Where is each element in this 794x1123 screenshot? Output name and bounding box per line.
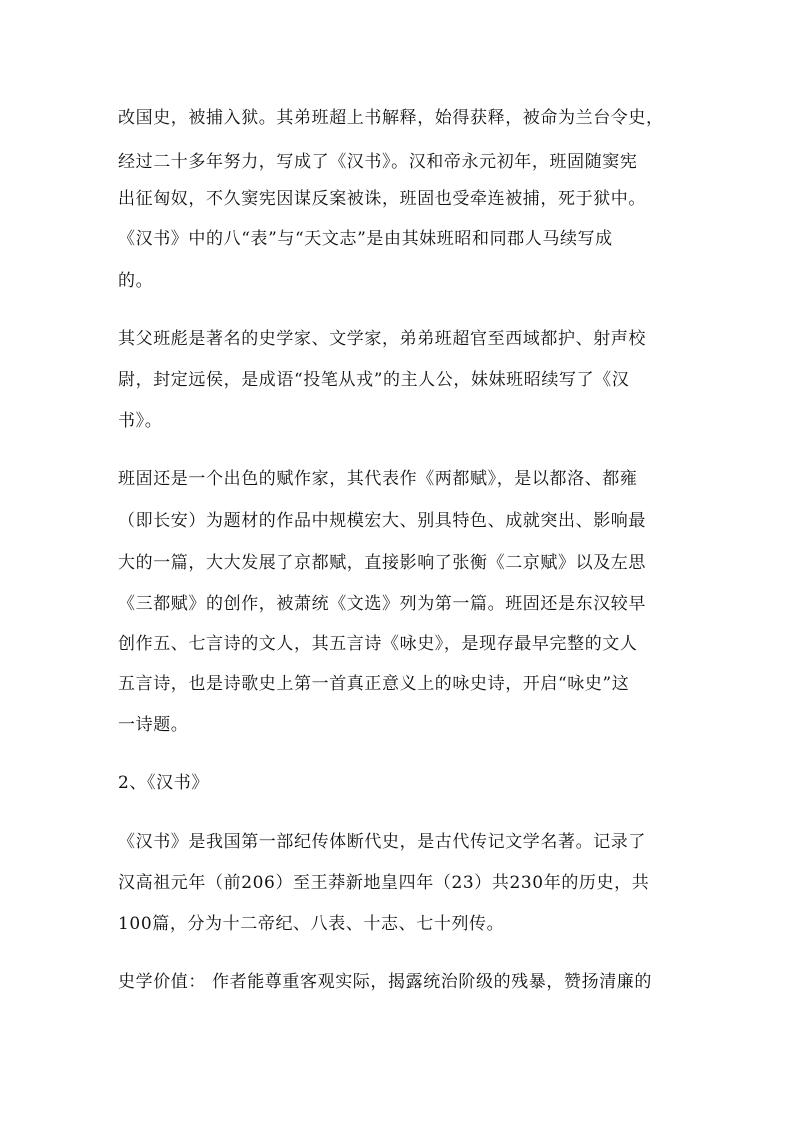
paragraph-3-line-6: 五言诗，也是诗歌史上第一首真正意义上的咏史诗，开启“咏史”这	[118, 674, 630, 694]
paragraph-4-line-2: 汉高祖元年（前206）至王莽新地皇四年（23）共230年的历史，共	[118, 873, 650, 893]
paragraph-3-line-7: 一诗题。	[118, 715, 189, 735]
paragraph-4-line-3: 100篇，分为十二帝纪、八表、十志、七十列传。	[118, 914, 505, 934]
paragraph-3-line-5: 创作五、七言诗的文人，其五言诗《咏史》，是现存最早完整的文人	[118, 634, 638, 654]
paragraph-3-line-1: 班固还是一个出色的赋作家，其代表作《两都赋》，是以都洛、都雍	[118, 469, 638, 489]
paragraph-3-line-2: （即长安）为题材的作品中规模宏大、别具特色、成就突出、影响最	[118, 511, 646, 531]
paragraph-2-line-1: 其父班彪是著名的史学家、文学家，弟弟班超官至西域都护、射声校	[118, 329, 646, 349]
paragraph-5-line-1: 史学价值： 作者能尊重客观实际，揭露统治阶级的残暴，赞扬清廉的	[118, 972, 653, 992]
paragraph-1-line-2: 经过二十多年努力，写成了《汉书》。汉和帝永元初年，班固随窦宪	[118, 152, 638, 172]
paragraph-1-line-5: 的。	[118, 271, 154, 291]
paragraph-1-line-3: 出征匈奴，不久窦宪因谋反案被诛，班固也受牵连被捕，死于狱中。	[118, 189, 646, 209]
paragraph-2-line-3: 书》。	[118, 411, 163, 431]
paragraph-3-line-4: 《三都赋》的创作，被萧统《文选》列为第一篇。班固还是东汉较早	[118, 594, 646, 614]
paragraph-1-line-1: 改国史，被捕入狱。其弟班超上书解释，始得获释，被命为兰台令史，	[118, 108, 664, 128]
section-heading: 2、《汉书》	[118, 773, 209, 793]
paragraph-2-line-2: 尉，封定远侯，是成语“投笔从戎”的主人公，妹妹班昭续写了《汉	[118, 370, 630, 390]
paragraph-1-line-4: 《汉书》中的八“表”与“天文志”是由其妹班昭和同郡人马续写成	[118, 229, 613, 249]
paragraph-3-line-3: 大的一篇，大大发展了京都赋，直接影响了张衡《二京赋》以及左思	[118, 553, 646, 573]
paragraph-4-line-1: 《汉书》是我国第一部纪传体断代史，是古代传记文学名著。记录了	[118, 832, 646, 852]
